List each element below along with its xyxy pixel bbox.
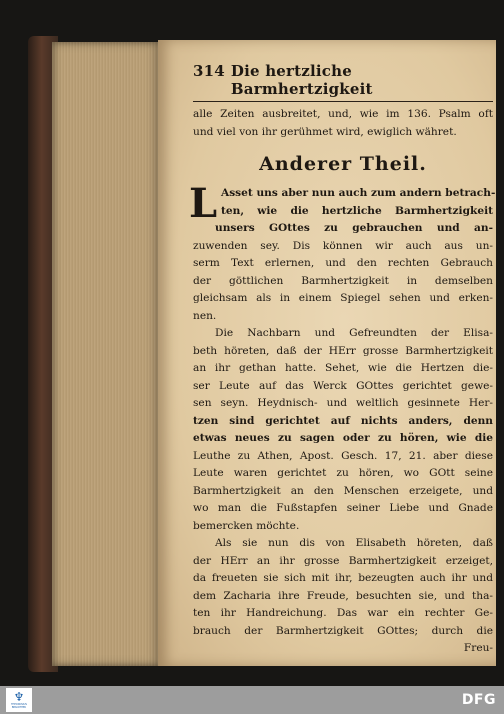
text-line: alle Zeiten ausbreitet, und, wie im 136. Psalm oft (193, 108, 493, 120)
text-line: an ihr gethan hatte. Sehet, wie die Hertzen die- (193, 362, 493, 374)
text-line: ser Leute auf das Werck GOttes gerichtet gewe- (193, 379, 493, 392)
text-line: und viel von ihr gerühmet wird, ewiglich währet. (193, 125, 457, 138)
text-line: zuwenden sey. Dis können wir auch aus un- (193, 239, 493, 252)
viewer-footer-bar (0, 686, 504, 714)
library-logo-text: THEODOSIUS BIBLIOTHEK (11, 703, 27, 709)
text-line: Asset uns aber nun auch zum andern betrach- (221, 187, 496, 199)
page-number: 314 (193, 62, 225, 80)
page-block-edges (52, 42, 162, 666)
dfg-logo[interactable]: DFG (461, 692, 496, 708)
text-line: Barmhertzigkeit an den Menschen erzeigete, und (193, 484, 493, 497)
library-emblem-icon: ♆ (13, 690, 25, 704)
book-page (158, 40, 496, 666)
running-title: Die hertzliche Barmhertzigkeit (230, 62, 373, 98)
text-line: tzen sind gerichtet auf nichts anders, denn (193, 414, 493, 427)
paragraph-2 (193, 325, 493, 535)
text-line: wo man die Fußstapfen seiner Liebe und Gnade (193, 502, 493, 514)
drop-cap: L (189, 180, 218, 227)
section-heading: Anderer Theil. (259, 153, 427, 175)
text-line: dem Zacharia ihre Freude, besuchten sie, und tha- (193, 589, 493, 602)
paragraph-1 (189, 180, 496, 325)
text-line: Leuthe zu Athen, Apost. Gesch. 17, 21. aber diese (193, 449, 493, 462)
text-line: brauch der Barmhertzigkeit GOttes; durch die (193, 624, 493, 637)
paragraph-3 (193, 535, 493, 640)
intro-block (193, 106, 493, 141)
text-line: unsers GOttes zu gebrauchen und an- (215, 222, 493, 234)
text-line: serm Text erlernen, und den rechten Gebrauch (193, 257, 493, 269)
text-line: bemercken möchte. (193, 519, 300, 532)
running-header (193, 62, 493, 102)
text-line: ten ihr Handreichung. Das war ein rechter Ge- (193, 607, 493, 619)
text-line: etwas neues zu sagen oder zu hören, wie die (193, 432, 493, 444)
text-line: der göttlichen Barmhertzigkeit in demselben (193, 274, 493, 287)
text-line: Leute waren gerichtet zu hören, wo GOtt seine (193, 467, 493, 479)
text-line: da freueten sie sich mit ihr, bezeugten auch ihr und (193, 572, 493, 584)
catchword: Freu- (463, 642, 493, 654)
text-line: beth höreten, daß der HErr grosse Barmhertzigkeit (193, 344, 493, 357)
text-line: Als sie nun dis von Elisabeth höreten, daß (215, 537, 493, 549)
library-logo[interactable] (6, 688, 32, 712)
text-line: der HErr an ihr grosse Barmhertzigkeit erzeiget, (193, 554, 493, 567)
text-line: sen seyn. Heydnisch- und weltlich gesinnete Her- (193, 397, 493, 409)
text-line: gleichsam als in einem Spiegel sehen und erken- (193, 292, 493, 304)
text-line: Die Nachbarn und Gefreundten der Elisa- (215, 327, 493, 339)
text-area (189, 62, 496, 658)
text-line: ten, wie die hertzliche Barmhertzigkeit (221, 204, 493, 217)
text-line: nen. (193, 309, 217, 322)
